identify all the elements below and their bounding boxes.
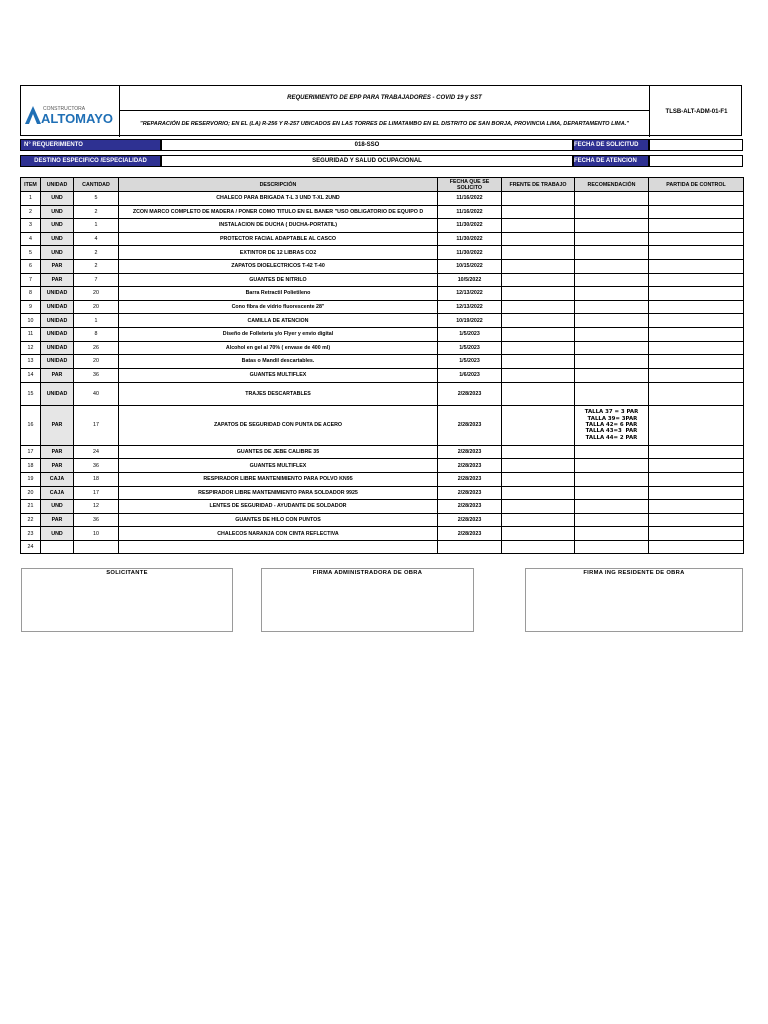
signature-label-administradora: FIRMA ADMINISTRADORA DE OBRA	[312, 570, 423, 576]
cell-frente[interactable]	[502, 513, 575, 527]
cell-desc: INSTALACION DE DUCHA ( DUCHA-PORTATIL)	[119, 219, 438, 233]
table-row	[21, 259, 744, 273]
destino-label: DESTINO ESPECIFICO /ESPECIALIDAD	[20, 155, 161, 167]
cell-unidad: UNIDAD	[41, 287, 74, 301]
cell-fecha: 12/13/2022	[438, 300, 502, 314]
cell-partida[interactable]	[649, 459, 744, 473]
cell-reco[interactable]	[575, 341, 649, 355]
cell-frente[interactable]	[502, 327, 575, 341]
cell-reco[interactable]	[575, 314, 649, 328]
fecha-atencion-label: FECHA DE ATENCION	[573, 155, 649, 167]
cell-fecha: 11/16/2022	[438, 205, 502, 219]
cell-frente[interactable]	[502, 287, 575, 301]
cell-reco[interactable]	[575, 327, 649, 341]
cell-item: 10	[21, 314, 41, 328]
cell-cantidad: 26	[74, 341, 119, 355]
cell-fecha: 10/15/2022	[438, 259, 502, 273]
destino-value: SEGURIDAD Y SALUD OCUPACIONAL	[161, 155, 573, 167]
cell-partida[interactable]	[649, 540, 744, 554]
cell-cantidad: 36	[74, 459, 119, 473]
cell-unidad: PAR	[41, 273, 74, 287]
cell-unidad: UND	[41, 527, 74, 541]
cell-reco[interactable]	[575, 246, 649, 260]
cell-desc: LENTES DE SEGURIDAD - AYUDANTE DE SOLDADOR	[119, 500, 438, 514]
cell-cantidad: 12	[74, 500, 119, 514]
cell-reco[interactable]	[575, 500, 649, 514]
cell-partida[interactable]	[649, 486, 744, 500]
cell-unidad: PAR	[41, 445, 74, 459]
table-row	[21, 205, 744, 219]
cell-unidad: CAJA	[41, 486, 74, 500]
document-header	[20, 85, 742, 136]
cell-unidad: UND	[41, 219, 74, 233]
table-row	[21, 219, 744, 233]
cell-reco[interactable]	[575, 540, 649, 554]
col-header-partida: PARTIDA DE CONTROL	[649, 178, 744, 192]
cell-desc: ZAPATOS DE SEGURIDAD CON PUNTA DE ACERO	[119, 405, 438, 445]
cell-item: 11	[21, 327, 41, 341]
table-row	[21, 382, 744, 405]
table-row	[21, 527, 744, 541]
table-row	[21, 327, 744, 341]
cell-cantidad: 2	[74, 205, 119, 219]
cell-cantidad: 1	[74, 314, 119, 328]
cell-frente[interactable]	[502, 472, 575, 486]
logo-big-text: ALTOMAYO	[41, 111, 113, 126]
cell-reco[interactable]	[575, 445, 649, 459]
cell-item: 16	[21, 405, 41, 445]
cell-partida[interactable]	[649, 472, 744, 486]
cell-reco[interactable]	[575, 192, 649, 206]
cell-partida[interactable]	[649, 273, 744, 287]
cell-fecha: 10/5/2022	[438, 273, 502, 287]
table-row	[21, 355, 744, 369]
cell-unidad: PAR	[41, 259, 74, 273]
cell-item: 14	[21, 368, 41, 382]
cell-item: 21	[21, 500, 41, 514]
table-row	[21, 300, 744, 314]
altomayo-logo-icon	[21, 86, 120, 137]
cell-partida[interactable]	[649, 368, 744, 382]
cell-partida[interactable]	[649, 246, 744, 260]
cell-frente[interactable]	[502, 341, 575, 355]
cell-partida[interactable]	[649, 205, 744, 219]
cell-fecha: 2/28/2023	[438, 513, 502, 527]
cell-cantidad: 20	[74, 355, 119, 369]
cell-unidad: PAR	[41, 405, 74, 445]
cell-unidad: UNIDAD	[41, 355, 74, 369]
cell-fecha: 2/28/2023	[438, 500, 502, 514]
cell-unidad: UNIDAD	[41, 327, 74, 341]
signature-label-residente: FIRMA ING RESIDENTE DE OBRA	[583, 570, 685, 576]
cell-cantidad: 36	[74, 368, 119, 382]
cell-desc: GUANTES DE HILO CON PUNTOS	[119, 513, 438, 527]
cell-unidad: PAR	[41, 459, 74, 473]
cell-frente[interactable]	[502, 300, 575, 314]
table-row	[21, 246, 744, 260]
cell-desc: ZCON MARCO COMPLETO DE MADERA / PONER COMO TITULO EN EL BANER "USO OBLIGATORIO DE EQUIPO D	[119, 205, 438, 219]
cell-cantidad: 20	[74, 287, 119, 301]
cell-unidad: UND	[41, 246, 74, 260]
table-row	[21, 192, 744, 206]
cell-cantidad: 1	[74, 219, 119, 233]
cell-item: 22	[21, 513, 41, 527]
cell-unidad: UNIDAD	[41, 382, 74, 405]
cell-reco[interactable]	[575, 382, 649, 405]
cell-desc: Batas o Mandil descartables.	[119, 355, 438, 369]
signature-label-solicitante: SOLICITANTE	[106, 570, 148, 576]
cell-unidad: PAR	[41, 513, 74, 527]
cell-unidad: UND	[41, 205, 74, 219]
cell-desc: RESPIRADOR LIBRE MANTENIMIENTO PARA SOLDADOR 9925	[119, 486, 438, 500]
cell-item: 13	[21, 355, 41, 369]
cell-cantidad	[74, 540, 119, 554]
col-header-fecha: FECHA QUE SE SOLICITO	[438, 178, 502, 192]
cell-desc: TRAJES DESCARTABLES	[119, 382, 438, 405]
table-row	[21, 341, 744, 355]
table-row	[21, 368, 744, 382]
fecha-solicitud-value[interactable]	[649, 139, 743, 151]
cell-reco[interactable]	[575, 259, 649, 273]
cell-fecha: 11/16/2022	[438, 192, 502, 206]
cell-unidad: UND	[41, 232, 74, 246]
cell-fecha: 2/28/2023	[438, 486, 502, 500]
cell-cantidad: 17	[74, 486, 119, 500]
cell-fecha: 10/19/2022	[438, 314, 502, 328]
document-code: TLSB-ALT-ADM-01-F1	[665, 108, 728, 115]
cell-partida[interactable]	[649, 513, 744, 527]
cell-cantidad: 7	[74, 273, 119, 287]
cell-item: 15	[21, 382, 41, 405]
cell-frente[interactable]	[502, 232, 575, 246]
cell-reco[interactable]	[575, 205, 649, 219]
cell-frente[interactable]	[502, 205, 575, 219]
fecha-atencion-value[interactable]	[649, 155, 743, 167]
cell-partida[interactable]	[649, 300, 744, 314]
cell-partida[interactable]	[649, 259, 744, 273]
cell-desc: CHALECO PARA BRIGADA T-L 3 UND T-XL 2UND	[119, 192, 438, 206]
cell-reco[interactable]	[575, 219, 649, 233]
cell-fecha: 12/13/2022	[438, 287, 502, 301]
cell-fecha: 2/28/2023	[438, 405, 502, 445]
fecha-solicitud-label: FECHA DE SOLICITUD	[573, 139, 649, 151]
cell-frente[interactable]	[502, 314, 575, 328]
cell-item: 12	[21, 341, 41, 355]
cell-fecha: 1/5/2023	[438, 355, 502, 369]
cell-reco[interactable]	[575, 527, 649, 541]
cell-reco[interactable]	[575, 355, 649, 369]
cell-fecha: 11/30/2022	[438, 246, 502, 260]
table-row	[21, 405, 744, 445]
table-row	[21, 513, 744, 527]
cell-cantidad: 4	[74, 232, 119, 246]
cell-fecha: 1/5/2023	[438, 341, 502, 355]
cell-item: 2	[21, 205, 41, 219]
cell-desc: Diseño de Folleteria y/o Flyer y envio digital	[119, 327, 438, 341]
cell-reco[interactable]	[575, 273, 649, 287]
cell-partida[interactable]	[649, 500, 744, 514]
cell-frente[interactable]	[502, 459, 575, 473]
company-logo	[21, 86, 120, 137]
cell-reco[interactable]	[575, 368, 649, 382]
cell-cantidad: 20	[74, 300, 119, 314]
cell-frente[interactable]	[502, 527, 575, 541]
cell-desc: GUANTES DE JEBE CALIBRE 35	[119, 445, 438, 459]
cell-item: 23	[21, 527, 41, 541]
cell-partida[interactable]	[649, 527, 744, 541]
req-number-label: N° REQUERIMIENTO	[20, 139, 161, 151]
cell-item: 6	[21, 259, 41, 273]
cell-partida[interactable]	[649, 355, 744, 369]
cell-unidad: UNIDAD	[41, 314, 74, 328]
col-header-recomendacion: RECOMENDACIÓN	[575, 178, 649, 192]
table-body	[21, 192, 744, 554]
cell-desc: Barra Retractil Polietileno	[119, 287, 438, 301]
table-row	[21, 445, 744, 459]
cell-frente[interactable]	[502, 405, 575, 445]
cell-frente[interactable]	[502, 219, 575, 233]
cell-frente[interactable]	[502, 259, 575, 273]
col-header-item: ITEM	[21, 178, 41, 192]
cell-cantidad: 5	[74, 192, 119, 206]
cell-reco[interactable]: TALLA 37 = 3 PAR TALLA 39= 3PAR TALLA 42= 6 PAR TALLA 43=3 PAR TALLA 44= 2 PAR	[575, 405, 649, 445]
cell-desc: ZAPATOS DIOELECTRICOS T-42 T-40	[119, 259, 438, 273]
cell-cantidad: 2	[74, 259, 119, 273]
cell-partida[interactable]	[649, 192, 744, 206]
cell-partida[interactable]	[649, 445, 744, 459]
cell-desc: Alcohol en gel al 70% ( envase de 400 ml)	[119, 341, 438, 355]
cell-fecha: 2/28/2023	[438, 472, 502, 486]
col-header-cantidad: CANTIDAD	[74, 178, 119, 192]
cell-partida[interactable]	[649, 287, 744, 301]
cell-desc: GUANTES DE NITRILO	[119, 273, 438, 287]
document-title: REQUERIMIENTO DE EPP PARA TRABAJADORES - COVID 19 y SST	[120, 86, 650, 111]
cell-item: 9	[21, 300, 41, 314]
cell-desc: GUANTES MULTIFLEX	[119, 459, 438, 473]
epp-items-table	[20, 177, 744, 554]
cell-cantidad: 24	[74, 445, 119, 459]
table-row	[21, 486, 744, 500]
cell-desc: CHALECOS NARANJA CON CINTA REFLECTIVA	[119, 527, 438, 541]
cell-fecha: 1/5/2023	[438, 327, 502, 341]
cell-reco[interactable]	[575, 486, 649, 500]
cell-desc: EXTINTOR DE 12 LIBRAS CO2	[119, 246, 438, 260]
cell-frente[interactable]	[502, 486, 575, 500]
signature-box-solicitante[interactable]	[21, 568, 233, 632]
cell-desc	[119, 540, 438, 554]
cell-item: 5	[21, 246, 41, 260]
cell-reco[interactable]	[575, 472, 649, 486]
cell-desc: GUANTES MULTIFLEX	[119, 368, 438, 382]
cell-frente[interactable]	[502, 355, 575, 369]
cell-item: 20	[21, 486, 41, 500]
cell-partida[interactable]	[649, 314, 744, 328]
cell-item: 24	[21, 540, 41, 554]
signature-box-residente[interactable]	[525, 568, 743, 632]
cell-fecha: 11/30/2022	[438, 219, 502, 233]
col-header-frente: FRENTE DE TRABAJO	[502, 178, 575, 192]
table-row	[21, 273, 744, 287]
cell-desc: Cono fibra de vidrio fluorescente 28"	[119, 300, 438, 314]
cell-desc: PROTECTOR FACIAL ADAPTABLE AL CASCO	[119, 232, 438, 246]
cell-item: 3	[21, 219, 41, 233]
table-row	[21, 287, 744, 301]
cell-unidad: UNIDAD	[41, 300, 74, 314]
table-header-row	[21, 178, 744, 192]
signature-box-administradora[interactable]	[261, 568, 474, 632]
cell-frente[interactable]	[502, 382, 575, 405]
cell-fecha: 2/28/2023	[438, 527, 502, 541]
cell-unidad	[41, 540, 74, 554]
cell-cantidad: 2	[74, 246, 119, 260]
table-row	[21, 500, 744, 514]
cell-item: 18	[21, 459, 41, 473]
cell-cantidad: 18	[74, 472, 119, 486]
logo-small-text: CONSTRUCTORA	[43, 106, 86, 112]
cell-fecha	[438, 540, 502, 554]
cell-desc: RESPIRADOR LIBRE MANTENIMIENTO PARA POLVO KN95	[119, 472, 438, 486]
cell-frente[interactable]	[502, 192, 575, 206]
req-number-value: 018-SSO	[161, 139, 573, 151]
cell-item: 7	[21, 273, 41, 287]
cell-reco[interactable]	[575, 300, 649, 314]
cell-desc: CAMILLA DE ATENCION	[119, 314, 438, 328]
cell-reco[interactable]	[575, 513, 649, 527]
cell-unidad: CAJA	[41, 472, 74, 486]
cell-item: 4	[21, 232, 41, 246]
project-name: "REPARACIÓN DE RESERVORIO; EN EL (LA) R-256 Y R-257 UBICADOS EN LAS TORRES DE LIMATAMBO EN EL DISTRITO DE SAN BORJA, PROVINCIA LIMA, DEPARTAMENTO LIMA."	[120, 111, 650, 137]
table-row	[21, 472, 744, 486]
table-row	[21, 314, 744, 328]
cell-partida[interactable]	[649, 405, 744, 445]
cell-cantidad: 17	[74, 405, 119, 445]
cell-item: 8	[21, 287, 41, 301]
cell-fecha: 2/28/2023	[438, 382, 502, 405]
cell-frente[interactable]	[502, 540, 575, 554]
cell-cantidad: 36	[74, 513, 119, 527]
table-row	[21, 459, 744, 473]
col-header-descripcion: DESCRIPCIÓN	[119, 178, 438, 192]
cell-reco[interactable]	[575, 287, 649, 301]
cell-item: 19	[21, 472, 41, 486]
cell-cantidad: 8	[74, 327, 119, 341]
cell-frente[interactable]	[502, 368, 575, 382]
cell-unidad: UND	[41, 500, 74, 514]
cell-item: 1	[21, 192, 41, 206]
cell-item: 17	[21, 445, 41, 459]
cell-frente[interactable]	[502, 500, 575, 514]
cell-frente[interactable]	[502, 445, 575, 459]
cell-partida[interactable]	[649, 341, 744, 355]
cell-partida[interactable]	[649, 327, 744, 341]
table-row	[21, 232, 744, 246]
cell-fecha: 1/6/2023	[438, 368, 502, 382]
cell-partida[interactable]	[649, 219, 744, 233]
cell-partida[interactable]	[649, 232, 744, 246]
cell-fecha: 2/28/2023	[438, 459, 502, 473]
cell-unidad: PAR	[41, 368, 74, 382]
cell-cantidad: 40	[74, 382, 119, 405]
cell-partida[interactable]	[649, 382, 744, 405]
cell-cantidad: 10	[74, 527, 119, 541]
cell-unidad: UND	[41, 192, 74, 206]
cell-frente[interactable]	[502, 246, 575, 260]
cell-reco[interactable]	[575, 459, 649, 473]
cell-frente[interactable]	[502, 273, 575, 287]
cell-fecha: 11/30/2022	[438, 232, 502, 246]
table-row	[21, 540, 744, 554]
col-header-unidad: UNIDAD	[41, 178, 74, 192]
cell-reco[interactable]	[575, 232, 649, 246]
cell-fecha: 2/28/2023	[438, 445, 502, 459]
cell-unidad: UNIDAD	[41, 341, 74, 355]
